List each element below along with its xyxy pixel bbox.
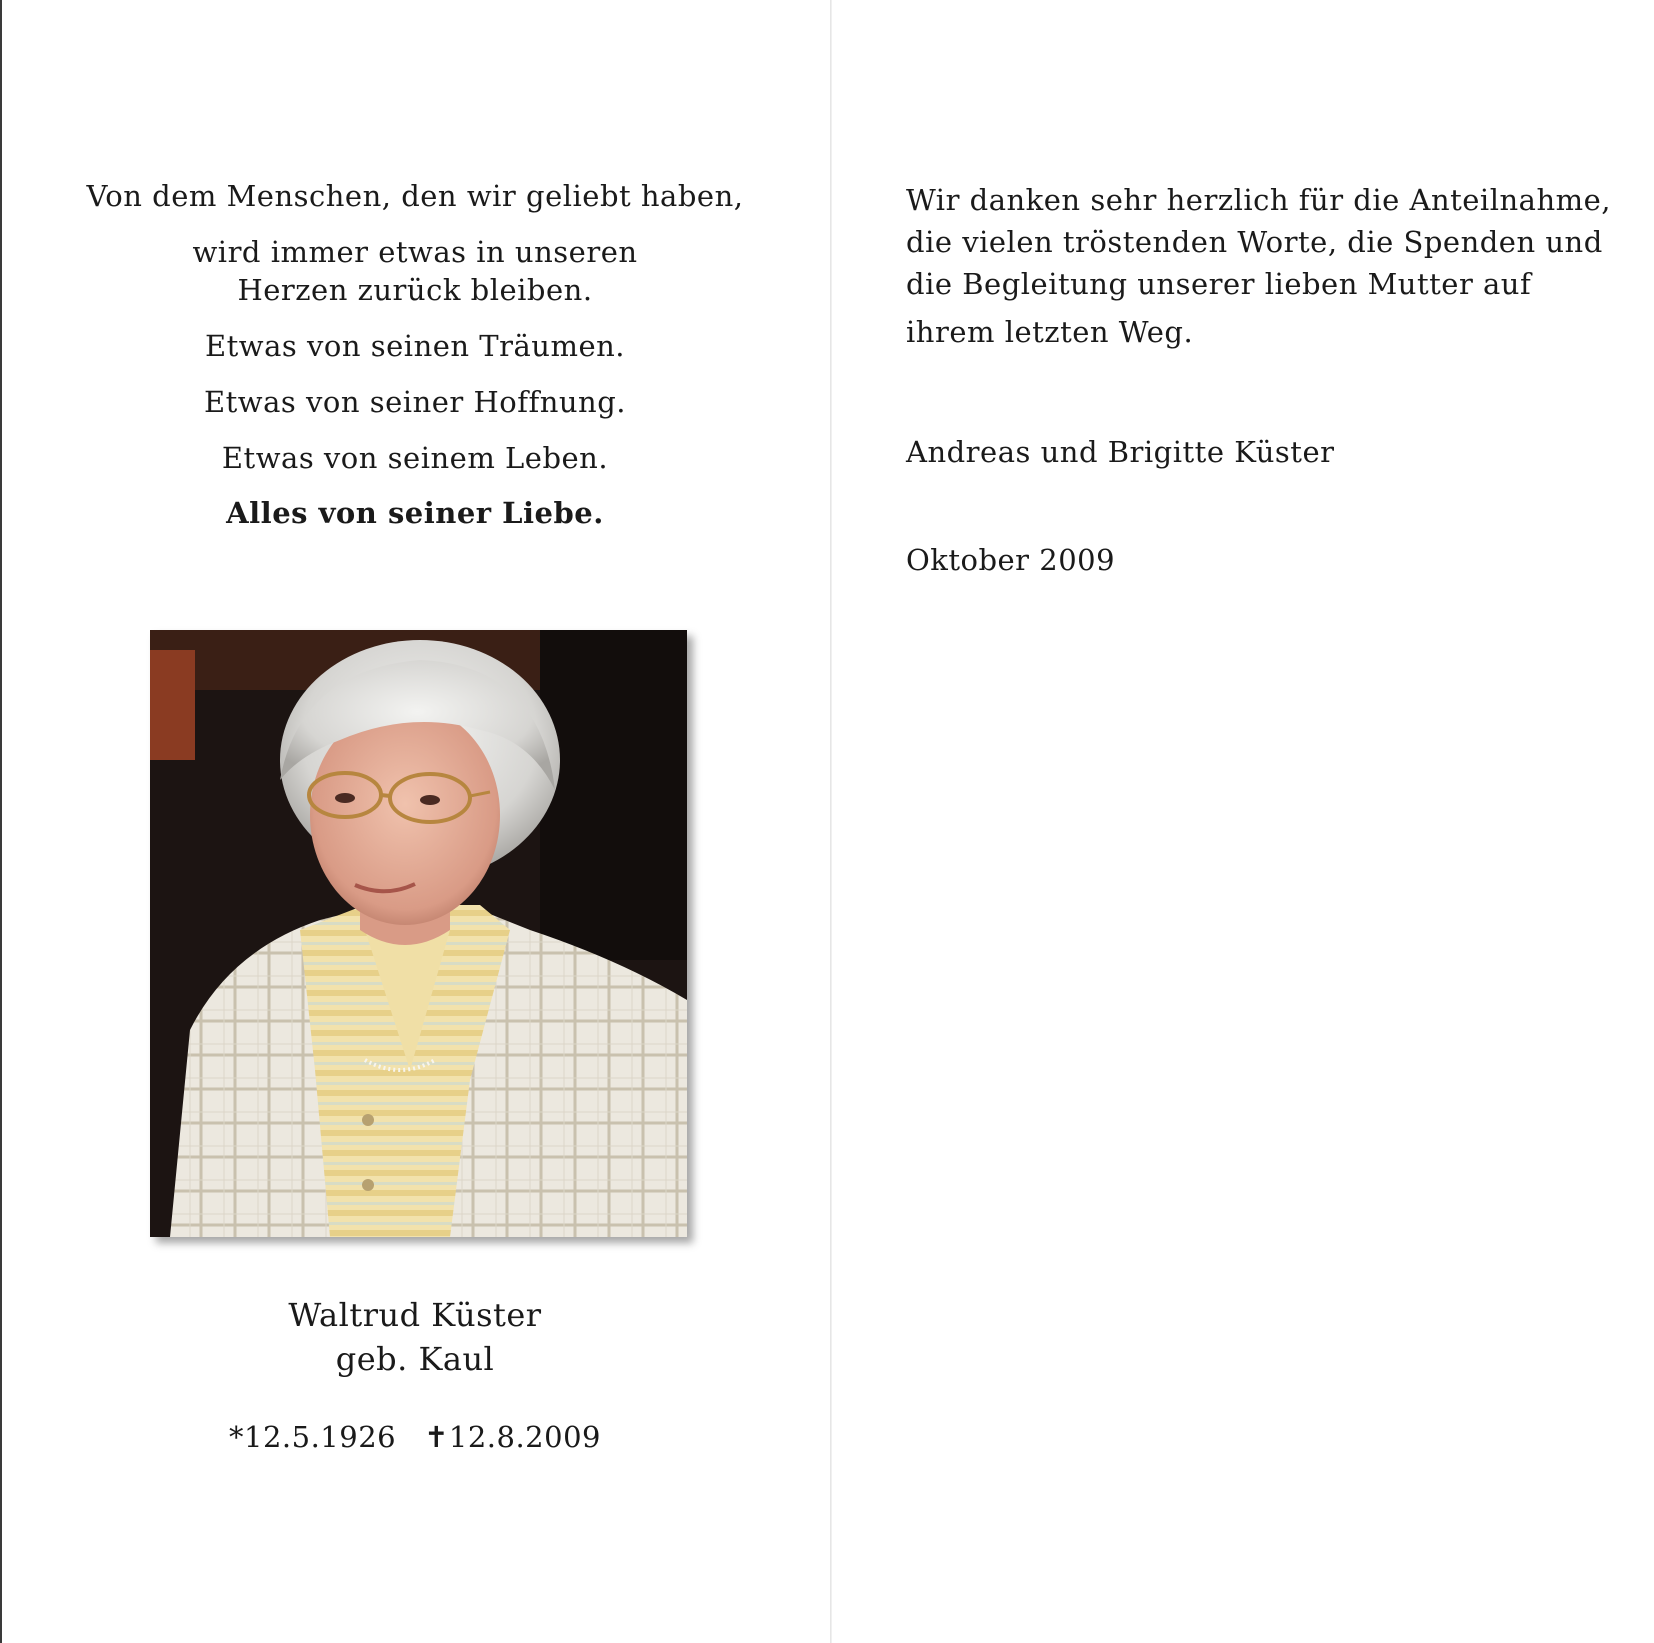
poem-line-3: Herzen zurück bleiben.	[237, 273, 593, 307]
date-line: Oktober 2009	[906, 543, 1116, 577]
poem-closing: Alles von seiner Liebe.	[226, 496, 604, 530]
portrait-illustration	[150, 630, 687, 1237]
birth-date: *12.5.1926	[229, 1420, 397, 1454]
deceased-birth-name: geb. Kaul	[335, 1340, 495, 1378]
poem-line-5: Etwas von seiner Hoffnung.	[203, 385, 627, 419]
thanks-line-4: ihrem letzten Weg.	[906, 315, 1194, 349]
poem-line-6: Etwas von seinem Leben.	[221, 441, 609, 475]
poem-line-2: wird immer etwas in unseren	[192, 235, 638, 269]
deceased-name: Waltrud Küster	[288, 1296, 542, 1334]
thanks-line-2: die vielen tröstenden Worte, die Spenden und	[906, 225, 1603, 259]
life-dates	[60, 1420, 770, 1454]
thanks-line-3: die Begleitung unserer lieben Mutter auf	[906, 267, 1532, 301]
death-date: ✝12.8.2009	[424, 1420, 601, 1454]
right-panel	[832, 0, 1654, 1643]
portrait-photo	[150, 630, 687, 1237]
signature: Andreas und Brigitte Küster	[906, 435, 1335, 469]
poem-line-1: Von dem Menschen, den wir geliebt haben,	[86, 179, 744, 213]
thanks-line-1: Wir danken sehr herzlich für die Anteilnahme,	[906, 183, 1612, 217]
poem-line-4: Etwas von seinen Träumen.	[204, 329, 626, 363]
